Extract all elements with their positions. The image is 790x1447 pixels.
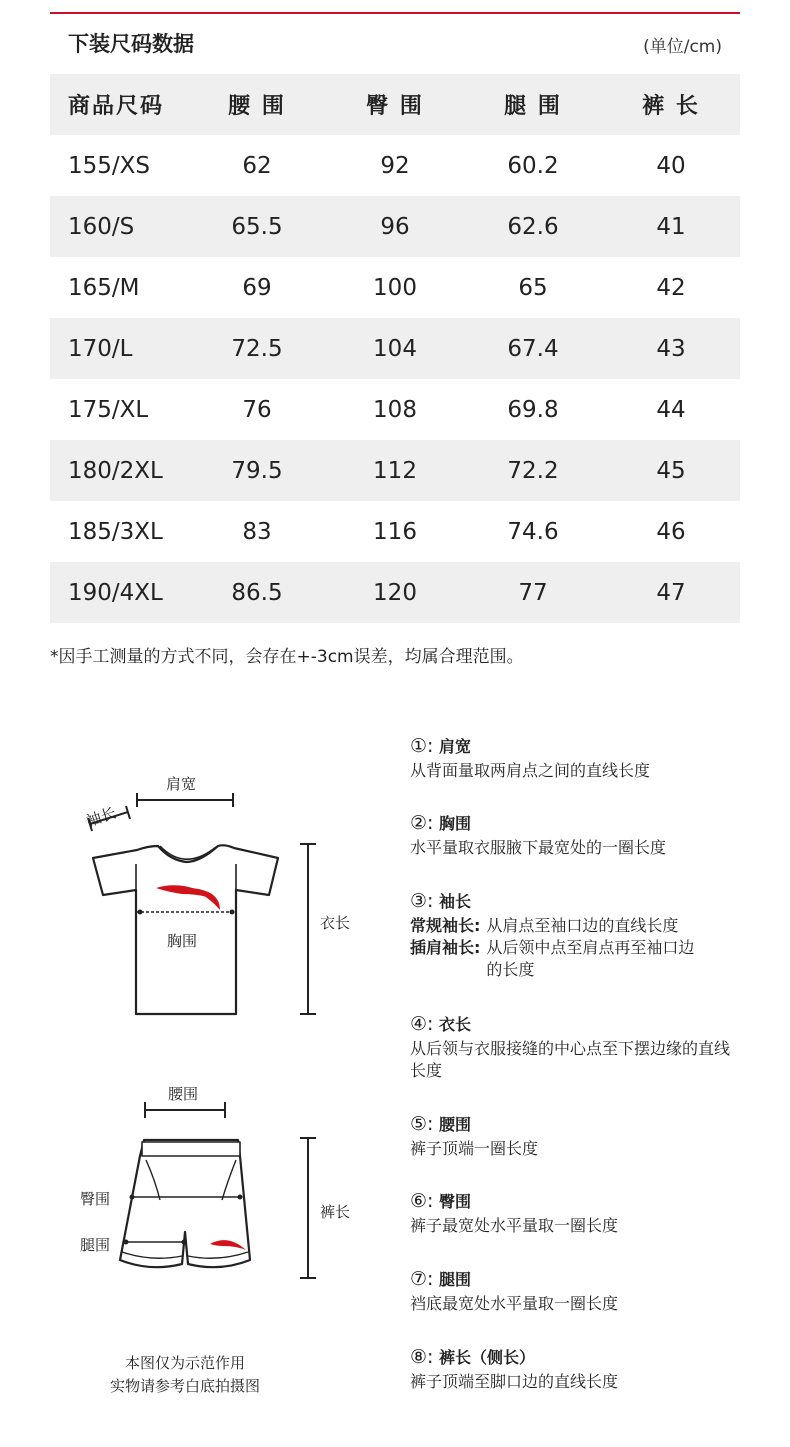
- table-cell: 112: [373, 457, 417, 484]
- sub-value: 从后领中点至肩点再至袖口边的长度: [486, 938, 695, 979]
- column-header: 臀 围: [366, 94, 424, 119]
- table-row: [50, 440, 740, 501]
- step-number: ②:: [410, 812, 434, 834]
- page-title: 下装尺码数据: [68, 32, 194, 56]
- table-cell: 76: [242, 396, 272, 423]
- step-title: 腿围: [439, 1270, 472, 1289]
- table-cell: 190/4XL: [68, 579, 163, 606]
- sub-value: 从肩点至袖口边的直线长度: [486, 916, 679, 935]
- table-cell: 44: [656, 396, 686, 423]
- step-item: [410, 809, 770, 887]
- step-desc: 裆底最宽处水平量取一圈长度: [410, 1294, 619, 1313]
- caption-line: 本图仅为示范作用: [124, 1354, 245, 1372]
- size-table: [50, 74, 740, 623]
- shoulder-label: 肩宽: [166, 775, 197, 793]
- column-header: 商品尺码: [68, 94, 165, 119]
- table-row: [50, 196, 740, 257]
- table-cell: 62.6: [507, 213, 559, 240]
- shorts-illustration: [120, 1140, 250, 1267]
- table-cell: 79.5: [231, 457, 283, 484]
- table-cell: 65: [518, 274, 548, 301]
- waist-label: 腰围: [168, 1085, 199, 1103]
- step-item: [410, 1187, 770, 1265]
- sleeve-label: 袖长: [84, 803, 119, 831]
- step-item: [410, 732, 770, 809]
- step-number: ⑥:: [410, 1190, 434, 1212]
- table-cell: 185/3XL: [68, 518, 163, 545]
- table-cell: 42: [656, 274, 686, 301]
- table-row: [50, 318, 740, 379]
- table-cell: 165/M: [68, 274, 140, 301]
- thigh-label: 腿围: [80, 1236, 111, 1254]
- step-desc: 裤子最宽处水平量取一圈长度: [410, 1216, 619, 1235]
- table-cell: 77: [518, 579, 548, 606]
- table-cell: 120: [373, 579, 417, 606]
- step-number: ⑧:: [410, 1346, 434, 1368]
- top-divider: [50, 12, 740, 14]
- step-desc: 裤子顶端至脚口边的直线长度: [410, 1372, 619, 1391]
- step-item: [410, 1010, 770, 1110]
- table-cell: 175/XL: [68, 396, 149, 423]
- table-cell: 46: [656, 518, 686, 545]
- table-cell: 43: [656, 335, 686, 362]
- table-row: [50, 562, 740, 623]
- table-cell: 69.8: [507, 396, 559, 423]
- table-cell: 92: [380, 152, 410, 179]
- step-number: ①:: [410, 735, 434, 757]
- table-cell: 104: [373, 335, 417, 362]
- table-cell: 40: [656, 152, 686, 179]
- table-cell: 69: [242, 274, 272, 301]
- step-desc: 水平量取衣服腋下最宽处的一圈长度: [410, 838, 667, 857]
- table-cell: 41: [656, 213, 686, 240]
- step-title: 臀围: [439, 1192, 472, 1211]
- table-cell: 72.5: [231, 335, 283, 362]
- table-cell: 67.4: [507, 335, 559, 362]
- column-header: 腿 围: [504, 94, 562, 119]
- table-cell: 180/2XL: [68, 457, 163, 484]
- hip-label: 臀围: [80, 1190, 111, 1208]
- table-cell: 100: [373, 274, 417, 301]
- unit-label: (单位/cm): [643, 37, 722, 57]
- sub-item: [410, 915, 770, 937]
- step-title: 肩宽: [439, 737, 472, 756]
- step-item: [410, 1110, 770, 1187]
- measurement-steps: [410, 732, 770, 1403]
- length-label: 衣长: [320, 914, 351, 932]
- table-cell: 45: [656, 457, 686, 484]
- step-number: ⑤:: [410, 1113, 434, 1135]
- step-item: [410, 1265, 770, 1343]
- table-header-row: [50, 74, 740, 135]
- sub-key: 常规袖长:: [410, 916, 481, 935]
- step-desc: 从后领与衣服接缝的中心点至下摆边缘的直线长度: [410, 1039, 731, 1080]
- table-row: [50, 379, 740, 440]
- table-cell: 116: [373, 518, 417, 545]
- table-cell: 170/L: [68, 335, 133, 362]
- table-cell: 65.5: [231, 213, 283, 240]
- step-number: ④:: [410, 1013, 434, 1035]
- caption-line: 实物请参考白底拍摄图: [109, 1377, 260, 1395]
- table-cell: 72.2: [507, 457, 559, 484]
- sub-key: 插肩袖长:: [410, 938, 481, 957]
- step-title: 腰围: [439, 1115, 472, 1134]
- step-desc: 裤子顶端一圈长度: [410, 1139, 539, 1158]
- table-row: [50, 501, 740, 562]
- step-title: 裤长（侧长）: [439, 1348, 536, 1367]
- table-cell: 155/XS: [68, 152, 151, 179]
- step-title: 衣长: [439, 1015, 472, 1034]
- step-number: ⑦:: [410, 1268, 434, 1290]
- table-cell: 86.5: [231, 579, 283, 606]
- step-item: [410, 887, 770, 1010]
- table-cell: 60.2: [507, 152, 559, 179]
- step-title: 袖长: [439, 892, 472, 911]
- table-cell: 47: [656, 579, 686, 606]
- table-cell: 96: [380, 213, 410, 240]
- column-header: 裤 长: [642, 94, 700, 119]
- table-cell: 108: [373, 396, 417, 423]
- table-row: [50, 257, 740, 318]
- table-cell: 160/S: [68, 213, 135, 240]
- table-cell: 83: [242, 518, 272, 545]
- step-number: ③:: [410, 890, 434, 912]
- step-item: [410, 1343, 770, 1403]
- sub-item: [410, 937, 770, 981]
- table-cell: 62: [242, 152, 272, 179]
- column-header: 腰 围: [228, 94, 286, 119]
- pants-length-label: 裤长: [320, 1203, 351, 1221]
- table-row: [50, 135, 740, 196]
- step-desc: 从背面量取两肩点之间的直线长度: [410, 761, 651, 780]
- chest-label: 胸围: [167, 932, 198, 950]
- table-cell: 74.6: [507, 518, 559, 545]
- measurement-note: *因手工测量的方式不同，会存在+-3cm误差，均属合理范围。: [50, 647, 524, 667]
- step-title: 胸围: [439, 814, 472, 833]
